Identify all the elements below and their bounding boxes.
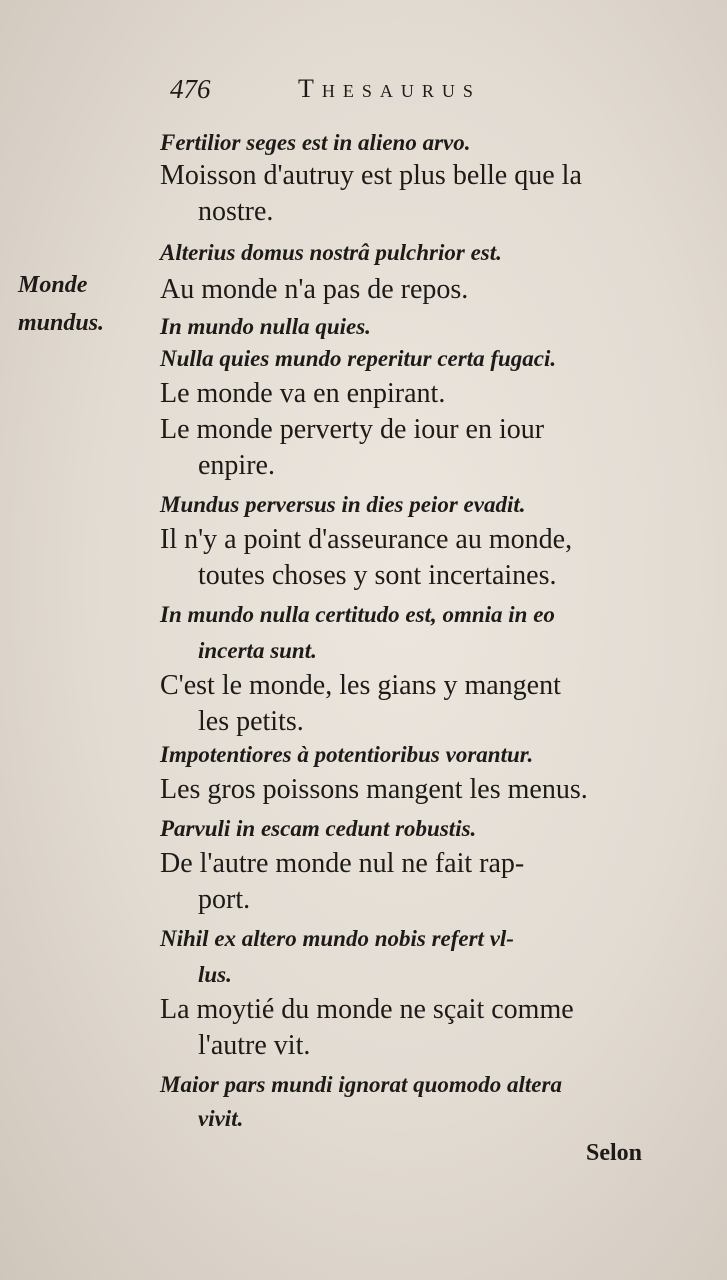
text-line: Le monde va en enpirant. (160, 378, 446, 409)
text-line: Nihil ex altero mundo nobis refert vl- (160, 926, 514, 951)
text-line: vivit. (198, 1106, 244, 1131)
text-line: De l'autre monde nul ne fait rap- (160, 848, 525, 879)
margin-note-mundus: mundus. (18, 310, 105, 336)
text-line: Mundus perversus in dies peior evadit. (160, 492, 526, 517)
page-number: 476 (170, 74, 211, 104)
text-line: Il n'y a point d'asseurance au monde, (160, 524, 573, 555)
text-line: Le monde perverty de iour en iour (160, 414, 545, 445)
text-line: In mundo nulla certitudo est, omnia in eo (160, 602, 555, 627)
text-line: Fertilior seges est in alieno arvo. (160, 130, 471, 155)
text-line: La moytié du monde ne sçait comme (160, 994, 574, 1025)
catchword: Selon (586, 1140, 643, 1166)
text-line: toutes choses y sont incertaines. (198, 560, 557, 591)
text-line: Maior pars mundi ignorat quomodo altera (160, 1072, 562, 1097)
text-line: lus. (198, 962, 232, 987)
text-line: Alterius domus nostrâ pulchrior est. (160, 240, 502, 265)
margin-note-monde: Monde (18, 272, 88, 298)
text-line: Parvuli in escam cedunt robustis. (160, 816, 477, 841)
text-line: Au monde n'a pas de repos. (160, 274, 469, 305)
text-line: Les gros poissons mangent les menus. (160, 774, 588, 805)
running-title: Thesaurus (298, 74, 481, 103)
text-line: Moisson d'autruy est plus belle que la (160, 160, 582, 191)
text-line: C'est le monde, les gians y mangent (160, 670, 561, 701)
text-line: l'autre vit. (198, 1030, 311, 1061)
text-line: les petits. (198, 706, 304, 737)
text-line: nostre. (198, 196, 274, 227)
page-header (170, 74, 610, 114)
text-line: Nulla quies mundo reperitur certa fugaci. (160, 346, 557, 371)
text-line: Impotentiores à potentioribus vorantur. (160, 742, 534, 767)
text-line: In mundo nulla quies. (160, 314, 371, 339)
text-line: incerta sunt. (198, 638, 317, 663)
text-line: enpire. (198, 450, 275, 481)
text-line: port. (198, 884, 251, 915)
